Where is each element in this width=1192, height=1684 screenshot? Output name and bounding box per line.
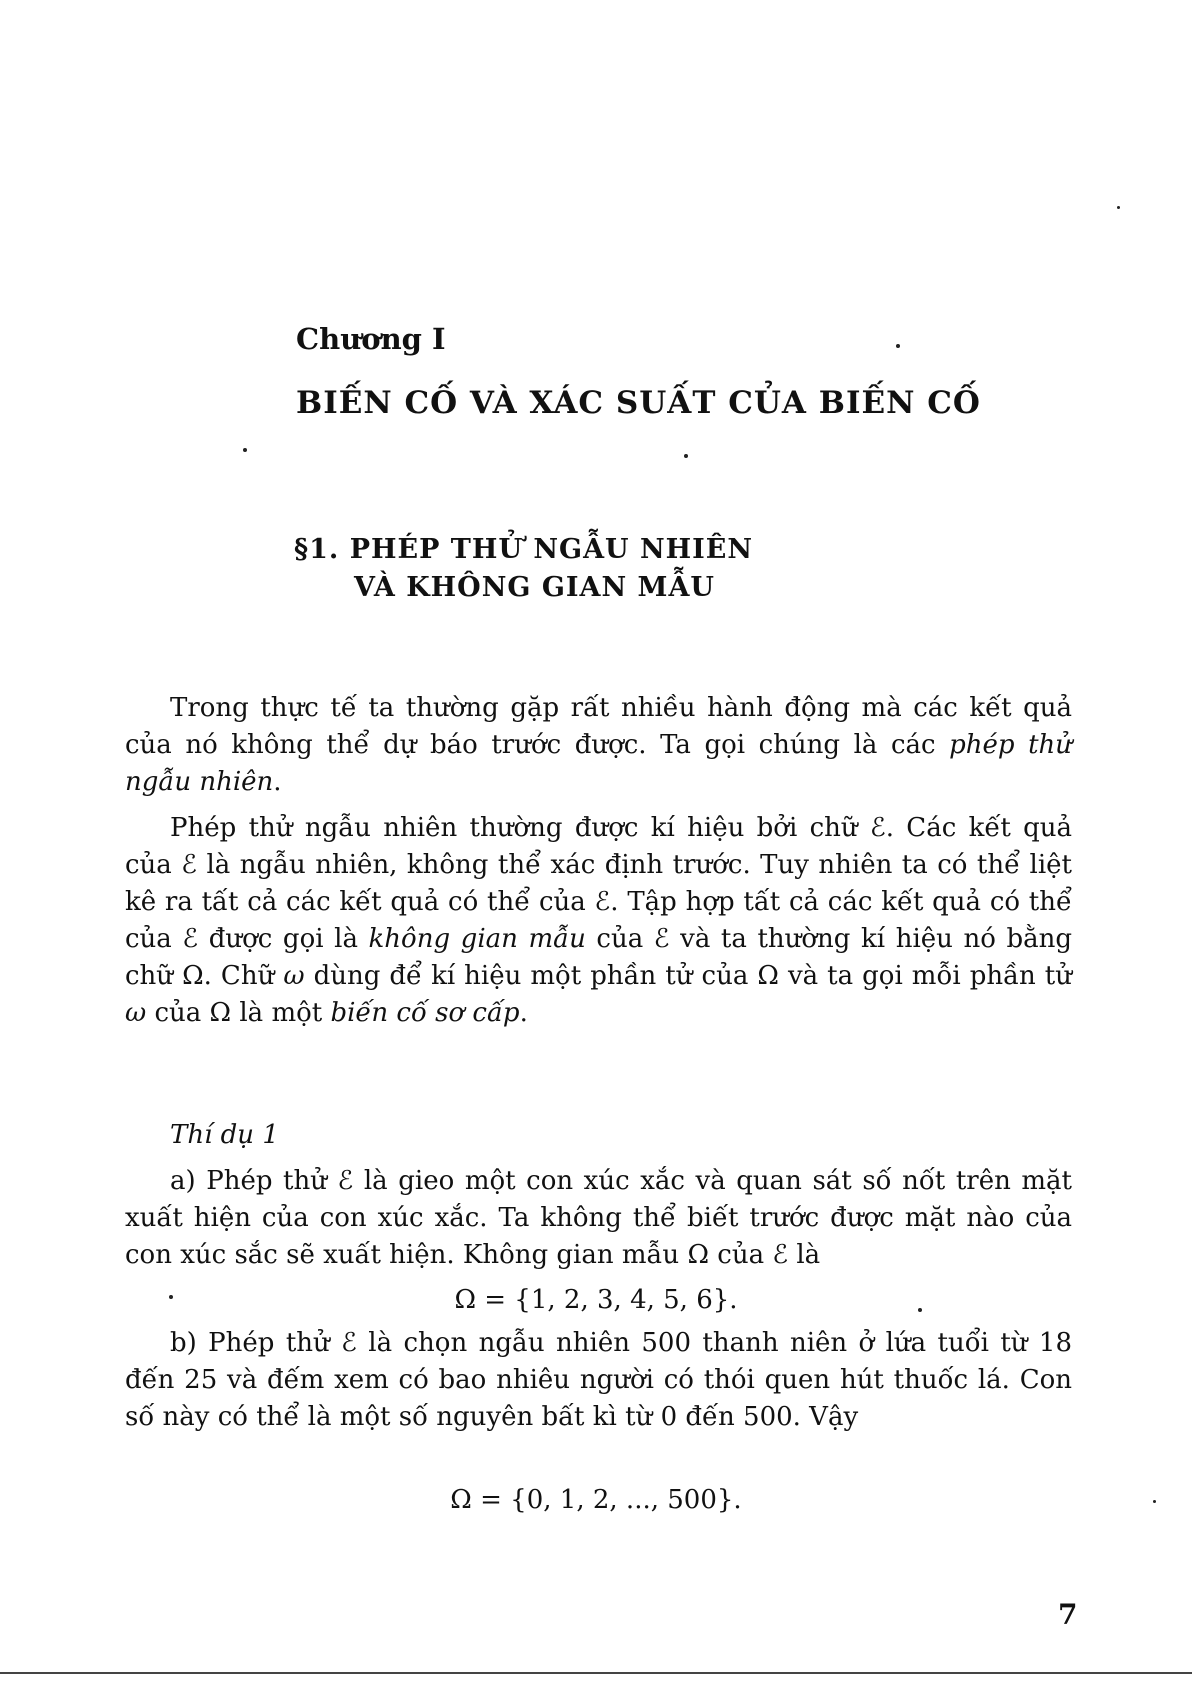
scan-speck [896,344,900,348]
paragraph-intro [125,690,1072,801]
bottom-edge-line [0,1672,1192,1674]
paragraph-definition-part3: dùng để kí hiệu một phần tử của Ω và ta gọi mỗi phần tử [304,961,1072,991]
scan-speck [684,454,688,458]
formula-smokers-sample-space: Ω = {0, 1, 2, ..., 500}. [450,1485,742,1515]
chapter-label: Chương I [296,322,446,356]
section-heading-line1: §1. PHÉP THỬ NGẪU NHIÊN [294,534,754,565]
term-random-experiment: phép thử ngẫu nhiên [125,730,1073,797]
omega-symbol: ω [283,961,305,991]
paragraph-intro-end: . [273,767,282,797]
scan-speck [169,1295,173,1299]
omega-symbol: ω [125,998,147,1028]
term-sample-space: không gian mẫu [368,924,586,954]
example-b [125,1325,1072,1436]
section-heading-line2: VÀ KHÔNG GIAN MẪU [354,572,715,603]
scan-speck [1153,1500,1156,1503]
example-heading: Thí dụ 1 [170,1120,279,1150]
page-number: 7 [1058,1598,1078,1631]
paragraph-definition-part2: của ℰ và ta thường kí hiệu nó bằng chữ Ω. Chữ [125,924,1073,991]
formula-dice-sample-space: Ω = {1, 2, 3, 4, 5, 6}. [454,1285,738,1315]
paragraph-definition [125,810,1072,1032]
paragraph-intro-text: Trong thực tế ta thường gặp rất nhiều hành động mà các kết quả của nó không thể dự báo trước được. Ta gọi chúng là các [125,693,1072,760]
scan-speck [243,448,247,452]
scan-speck [1117,206,1120,209]
example-a-text: a) Phép thử ℰ là gieo một con xúc xắc và quan sát số nốt trên mặt xuất hiện của con xúc xắc. Ta không thể biết trước được mặt nào của con xúc sắc sẽ xuất hiện. Không gian mẫu Ω của ℰ là [125,1166,1072,1270]
term-elementary-event: biến cố sơ cấp [330,998,520,1028]
paragraph-definition-end: . [519,998,528,1028]
chapter-title: BIẾN CỐ VÀ XÁC SUẤT CỦA BIẾN CỐ [296,385,981,421]
example-b-text: b) Phép thử ℰ là chọn ngẫu nhiên 500 thanh niên ở lứa tuổi từ 18 đến 25 và đếm xem có bao nhiêu người có thói quen hút thuốc lá. Con số này có thể là một số nguyên bất kì từ 0 đến 500. Vậy [125,1328,1072,1432]
paragraph-definition-part4: của Ω là một [146,998,331,1028]
paragraph-definition-part1: Phép thử ngẫu nhiên thường được kí hiệu bởi chữ ℰ. Các kết quả của ℰ là ngẫu nhiên, không thể xác định trước. Tuy nhiên ta có thể liệt kê ra tất cả các kết quả có thể của ℰ. Tập hợp tất cả các kết quả có thể của ℰ được gọi là [125,813,1072,954]
section-heading [294,531,753,607]
scan-speck [918,1308,922,1312]
example-a [125,1163,1072,1274]
